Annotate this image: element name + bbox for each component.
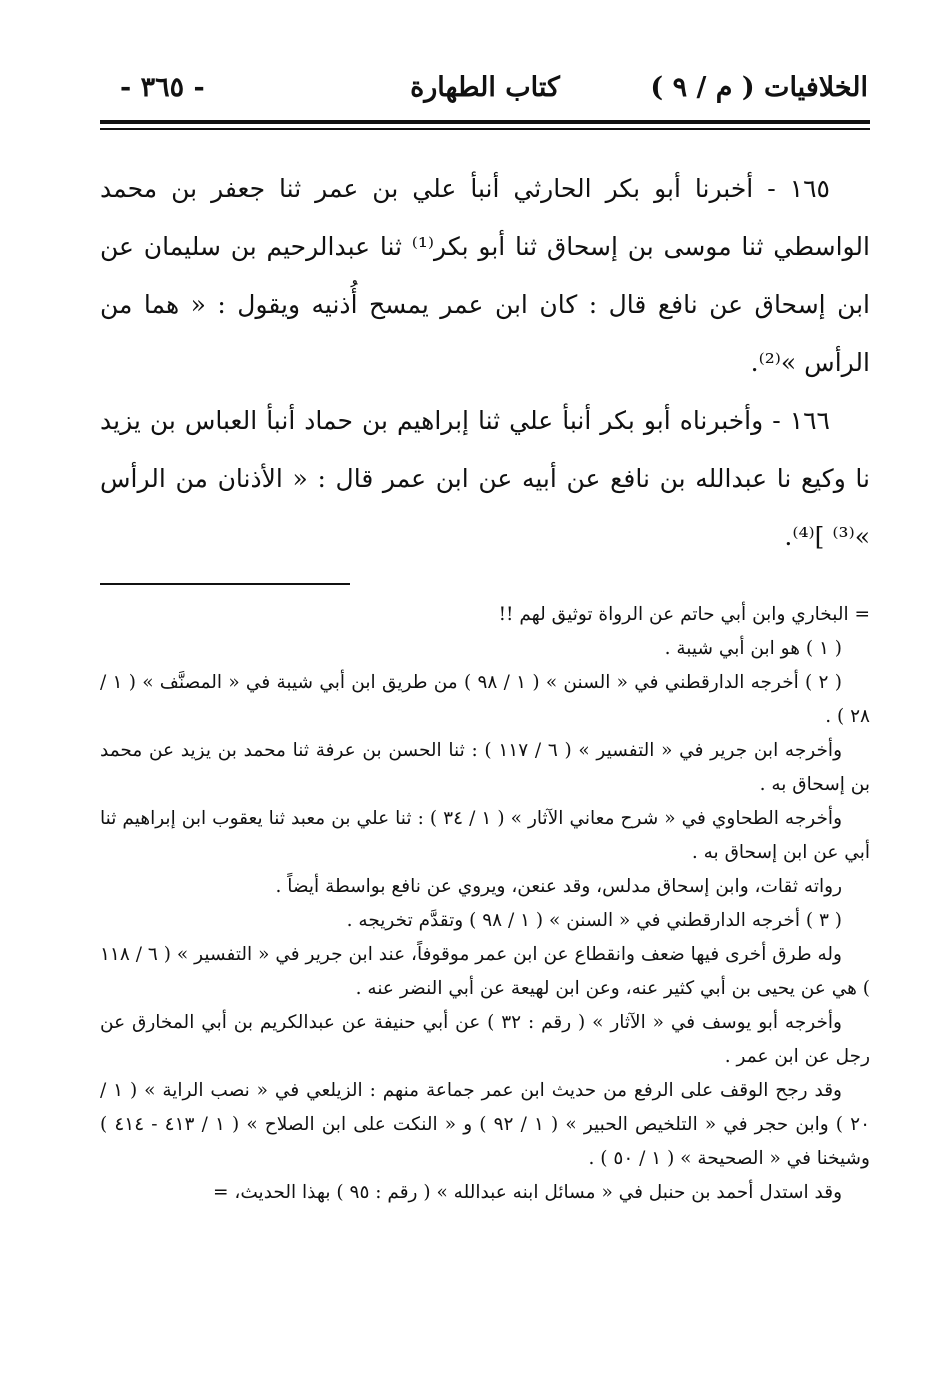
footnote-3-para: وقد رجح الوقف على الرفع من حديث ابن عمر جماعة منهم : الزيلعي في « نصب الراية » ( ١ / ٢٠ ) وابن حجر في « التلخيص الحبير » ( ١ / ٩٢ ) و « النكت على ابن الصلاح » ( ١ / ٤١٣ - ٤١٤ ) وشيخنا في « الصحيحة » ( ١ / ٥٠ ) .	[100, 1080, 871, 1169]
hadith-166: ١٦٦ - وأخبرناه أبو بكر أنبأ علي ثنا إبراهيم بن حماد أنبأ العباس بن يزيد نا وكيع نا عبدالله بن نافع عن أبيه عن ابن عمر قال : « الأذنان من الرأس »⁽³⁾ ]⁽⁴⁾.	[100, 406, 870, 551]
chapter-title: كتاب الطهارة	[410, 72, 560, 103]
hadith-165: ١٦٥ - أخبرنا أبو بكر الحارثي أنبأ علي بن عمر ثنا جعفر بن محمد الواسطي ثنا موسى بن إسحاق ثنا أبو بكر⁽¹⁾ ثنا عبدالرحيم بن سليمان عن ابن إسحاق عن نافع قال : كان ابن عمر يمسح أُذنيه ويقول : « هما من الرأس »⁽²⁾.	[100, 174, 870, 377]
footnote-3-para: وأخرجه أبو يوسف في « الآثار » ( رقم : ٣٢ ) عن أبي حنيفة عن عبدالكريم بن أبي المخارق عن رجل عن ابن عمر .	[100, 1012, 870, 1067]
footnote-3-para: وله طرق أخرى فيها ضعف وانقطاع عن ابن عمر موقوفاً، عند ابن جرير في « التفسير » ( ٦ / ١١٨ ) هي عن يحيى بن أبي كثير عنه، وعن ابن لهيعة عن أبي النضر عنه .	[100, 944, 870, 999]
footnote-2-para: رواته ثقات، وابن إسحاق مدلس، وقد عنعن، ويروي عن نافع بواسطة أيضاً .	[275, 876, 842, 897]
main-text	[100, 160, 870, 566]
footnote-1: ( ١ ) هو ابن أبي شيبة .	[664, 638, 842, 659]
footnotes	[100, 598, 870, 1210]
book-title-volume: الخلافيات ( م / ٩ )	[650, 72, 868, 103]
footnote-2-para: وأخرجه الطحاوي في « شرح معاني الآثار » ( ١ / ٣٤ ) : ثنا علي بن معبد ثنا يعقوب ابن إبراهيم ثنا أبي عن ابن إسحاق به .	[100, 808, 870, 863]
footnote-separator	[100, 583, 350, 585]
footnote-2: ( ٢ ) أخرجه الدارقطني في « السنن » ( ١ / ٩٨ ) من طريق ابن أبي شيبة في « المصنَّف » ( ١ / ٢٨ ) .	[100, 672, 870, 727]
page-header	[100, 70, 870, 120]
page-number: - ٣٦٥ -	[120, 72, 205, 103]
footnote-3-para: وقد استدل أحمد بن حنبل في « مسائل ابنه عبدالله » ( رقم : ٩٥ ) بهذا الحديث، =	[213, 1182, 842, 1203]
book-page	[100, 70, 871, 1203]
footnote-3: ( ٣ ) أخرجه الدارقطني في « السنن » ( ١ / ٩٨ ) وتقدَّم تخريجه .	[346, 910, 842, 931]
footnote-2-para: وأخرجه ابن جرير في « التفسير » ( ٦ / ١١٧ ) : ثنا الحسن بن عرفة ثنا محمد بن يزيد عن محمد بن إسحاق به .	[100, 740, 870, 795]
header-rule-thin	[100, 128, 870, 130]
header-rule-thick	[100, 120, 870, 124]
footnote-continuation: = البخاري وابن أبي حاتم عن الرواة توثيق لهم !!	[498, 604, 870, 625]
